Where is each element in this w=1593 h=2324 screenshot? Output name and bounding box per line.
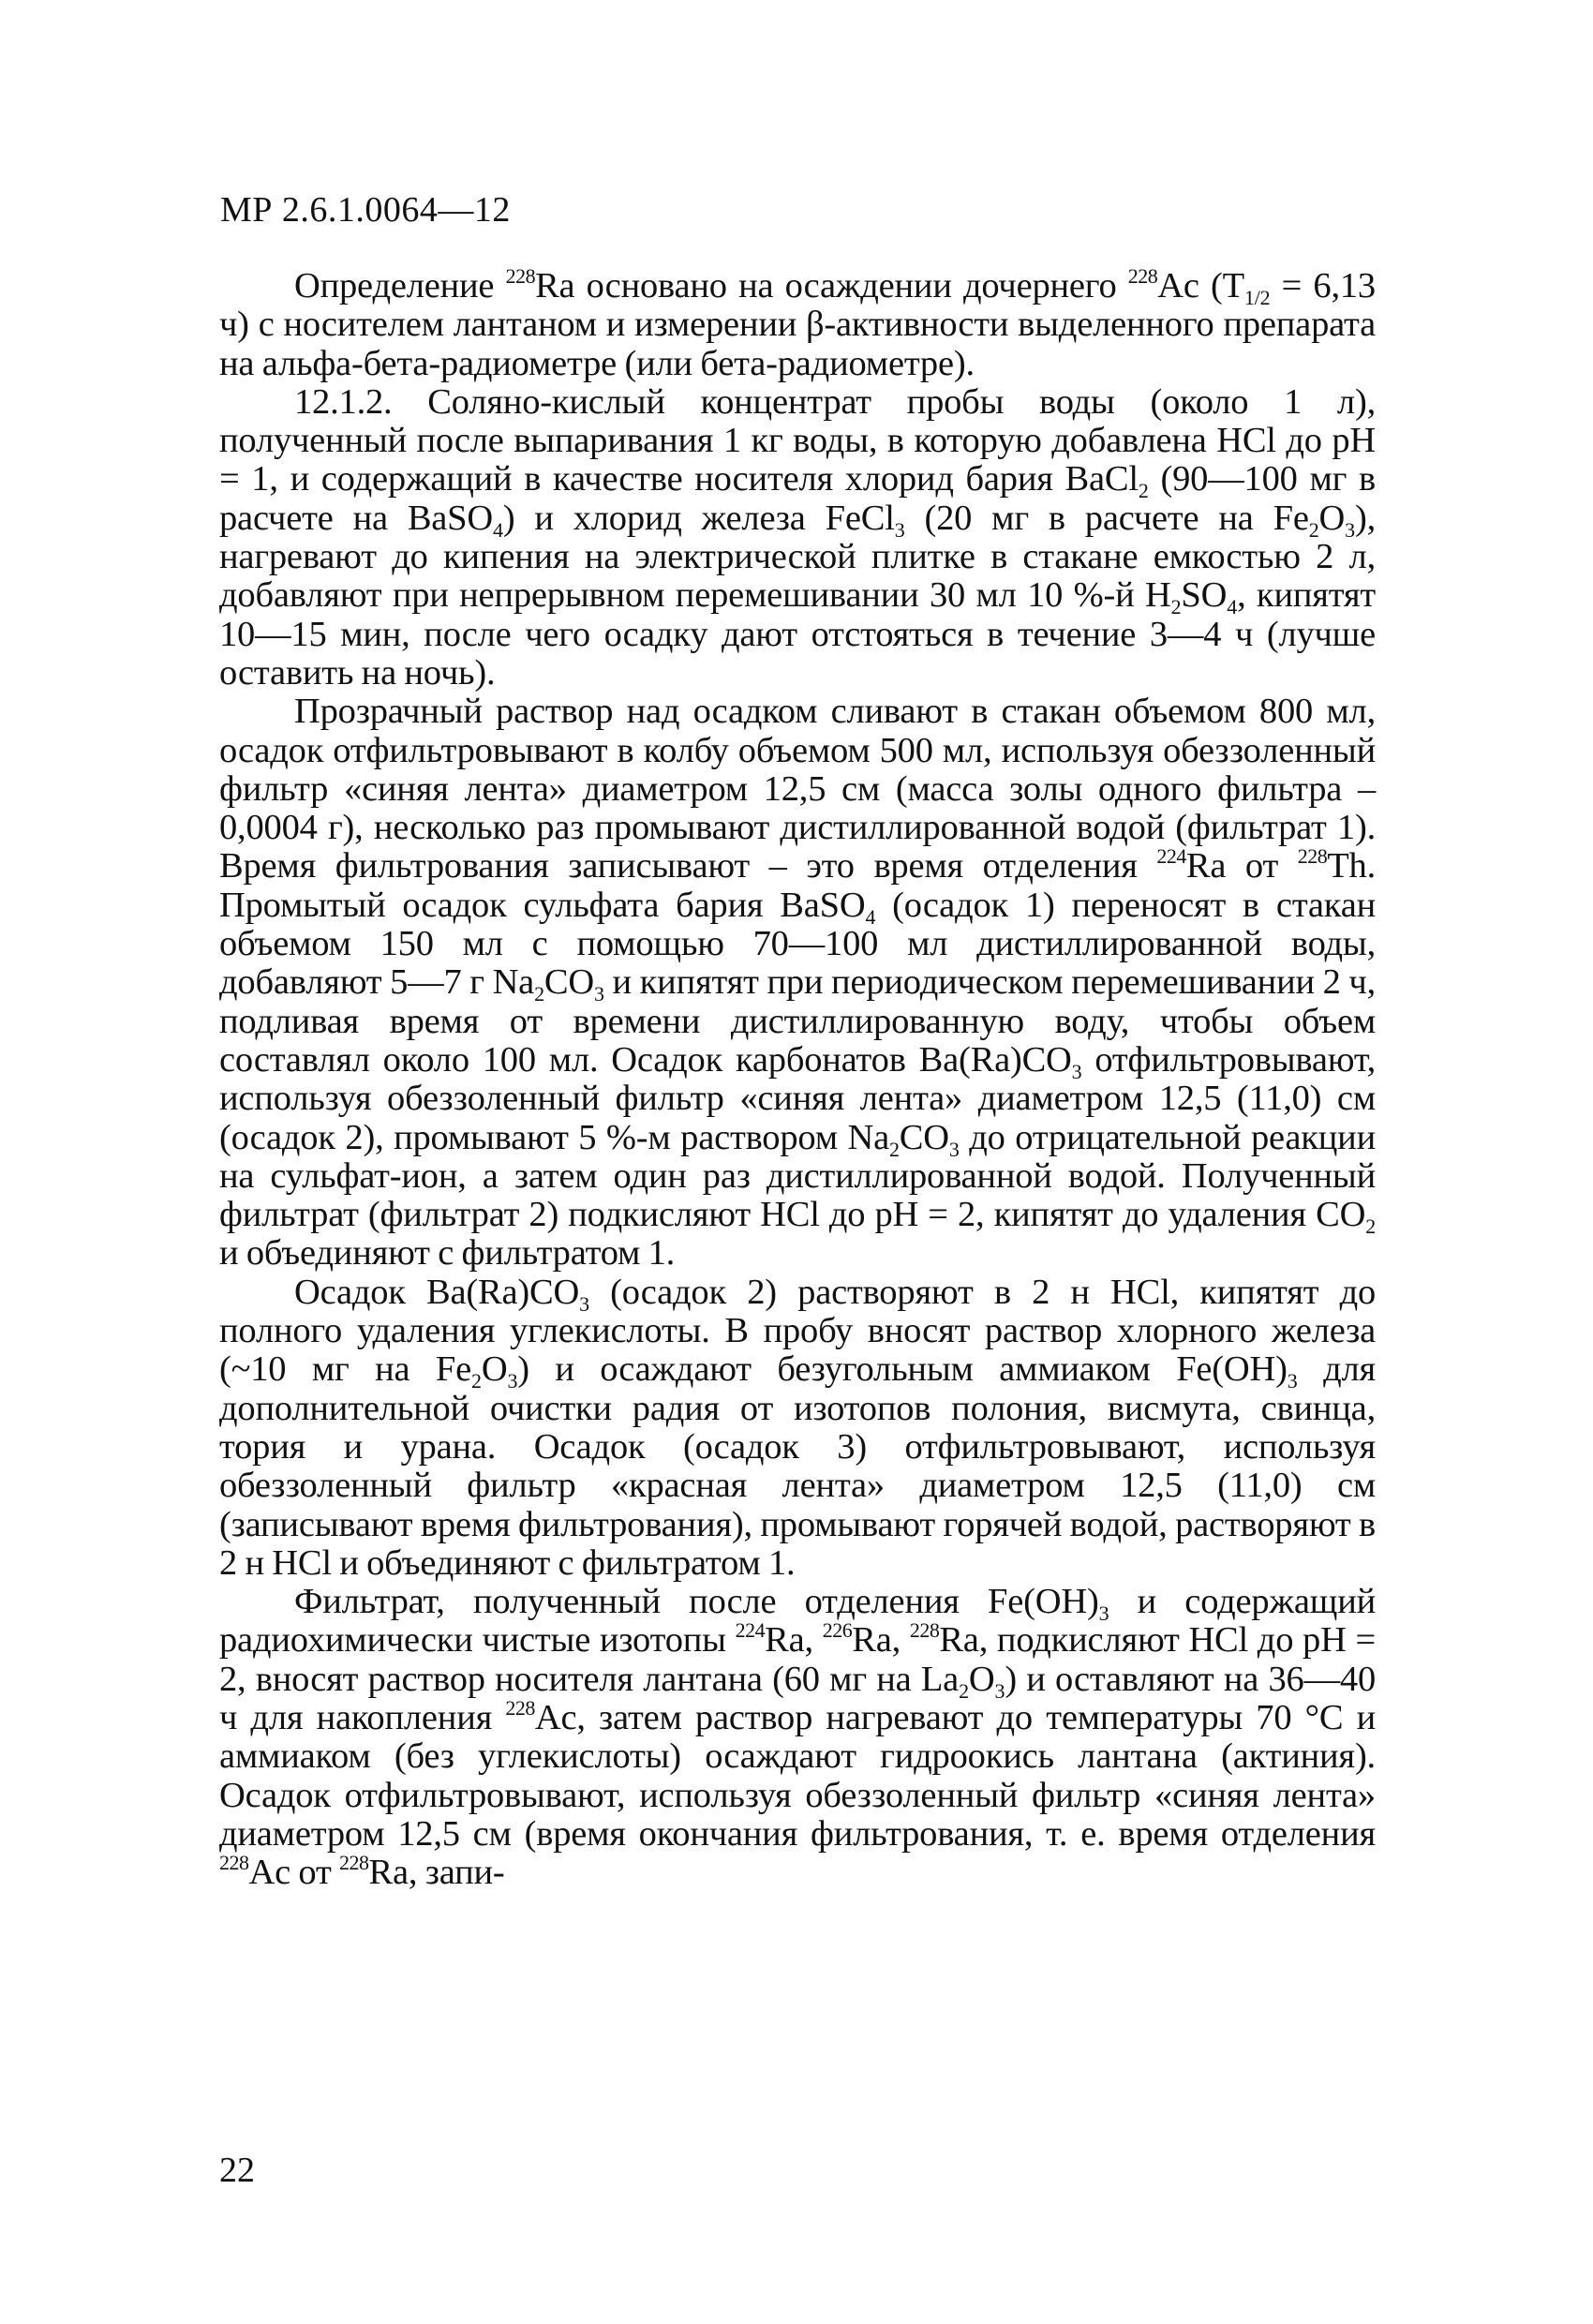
paragraph-2: 12.1.2. Соляно-кислый концентрат пробы воды (около 1 л), полученный после выпаривания 1 кг воды, в которую добавлена HCl до pH = 1, и содержащий в качестве носителя хлорид бария BaCl$_2$ (90—100 мг в расчете на BaSO$_4$) и хлорид железа FeCl$_3$ (20 мг в расчете на $Fe_2O_3$), нагревают до кипения на электрической плитке в стакане емкостью 2 л, добавляют при непрерывном перемешивании 30 мл 10 %-й $H_2SO_4$, кипятят 10—15 мин, после чего осадку дают отстояться в течение 3—4 ч (лучше оставить на ночь). (219, 381, 1377, 693)
isotope-mass-number: 226 (822, 1618, 853, 1643)
formula-subscript: 2 (1170, 595, 1182, 619)
formula-subscript: 3 (1345, 517, 1355, 542)
formula-subscript: 3 (1287, 1369, 1298, 1393)
formula-subscript: 4 (865, 904, 876, 929)
document-body (219, 264, 1377, 1893)
isotope-mass-number: 224 (735, 1618, 766, 1643)
formula-subscript: 2 (471, 1369, 482, 1393)
formula-subscript: 1/2 (1243, 286, 1271, 309)
paragraph-1: Определение $^{228}$Ra основано на осаждении дочернего $^{228}$Ac ($T_{1/2} = 6,13$ ч) с носителем лантаном и измерении β-активности выделенного препарата на альфа-бета-радиометре (или бета-радиометре). (219, 264, 1376, 383)
isotope-mass-number: 228 (339, 1851, 369, 1875)
isotope-mass-number: 228 (505, 1695, 535, 1720)
formula-subscript: 2 (1365, 1214, 1376, 1239)
paragraph-3: Прозрачный раствор над осадком сливают в стакан объемом 800 мл, осадок отфильтровывают в колбу объемом 500 мл, используя обеззоленный фильтр «синяя лента» диаметром 12,5 см (масса золы одного фильтра – 0,0004 г), несколько раз промывают дистиллированной водой (фильтрат 1). Время фильтрования записывают – это время отделения $^{224}$Ra от $^{228}$Th. Промытый осадок сульфата бария BaSO$_4$ (осадок 1) переносят в стакан объемом 150 мл с помощью 70—100 мл дистиллированной воды, добавляют 5—7 г $Na_2CO_3$ и кипятят при периодическом перемешивании 2 ч, подливая время от времени дистиллированную воду, чтобы объем составлял около 100 мл. Осадок карбонатов $Ba(Ra)CO_3$ отфильтровывают, используя обеззоленный фильтр «синяя лента» диаметром 12,5 (11,0) см (осадок 2), промывают 5 %-м раствором $Na_2CO_3$ до отрицательной реакции на сульфат-ион, а затем один раз дистиллированной водой. Полученный фильтрат (фильтрат 2) подкисляют HCl до pH = 2, кипятят до удаления $CO_2$ и объединяют с фильтратом 1. (219, 692, 1377, 1274)
formula-subscript: 2 (534, 982, 544, 1006)
formula-subscript: 2 (888, 1137, 900, 1161)
formula-subscript: 3 (593, 982, 604, 1006)
formula-subscript: 2 (1138, 479, 1149, 503)
isotope-mass-number: 228 (909, 1618, 940, 1643)
document-header: МР 2.6.1.0064—12 (220, 190, 511, 230)
formula-subscript: 3 (1098, 1601, 1109, 1626)
formula-subscript: 3 (507, 1369, 518, 1393)
formula-subscript: 3 (579, 1291, 589, 1316)
formula-subscript: 4 (493, 517, 503, 542)
formula-subscript: 2 (959, 1678, 969, 1703)
isotope-mass-number: 224 (1156, 844, 1186, 869)
page-number: 22 (219, 2151, 255, 2190)
isotope-mass-number: 228 (505, 264, 536, 288)
paragraph-5: Фильтрат, полученный после отделения $Fe(OH)_3$ и содержащий радиохимически чистые изотопы $^{224}$Ra, $^{226}$Ra, $^{228}$Ra, подкисляют HCl до pH = 2, вносят раствор носителя лантана (60 мг на $La_2O_3$) и оставляют на 36—40 ч для накопления $^{228}$Ac, затем раствор нагревают до температуры 70 °C и аммиаком (без углекислоты) осаждают гидроокись лантана (актиния). Осадок отфильтровывают, используя обеззоленный фильтр «синяя лента» диаметром 12,5 см (время окончания фильтрования, т. е. время отделения $^{228}$Ac от $^{228}$Ra, запи- (219, 1582, 1377, 1893)
formula-subscript: 4 (1227, 595, 1238, 619)
isotope-mass-number: 228 (1297, 844, 1328, 869)
isotope-mass-number: 228 (1127, 264, 1158, 288)
formula-subscript: 3 (994, 1678, 1005, 1703)
formula-subscript: 3 (948, 1137, 960, 1161)
paragraph-4: Осадок $Ba(Ra)CO_3$ (осадок 2) растворяют в 2 н HCl, кипятят до полного удаления углекислоты. В пробу вносят раствор хлорного железа (~10 мг на $Fe_2O_3$) и осаждают безугольным аммиаком $Fe(OH)_3$ для дополнительной очистки радия от изотопов полония, висмута, свинца, тория и урана. Осадок (осадок 3) отфильтровывают, используя обеззоленный фильтр «красная лента» диаметром 12,5 (11,0) см (записывают время фильтрования), промывают горячей водой, растворяют в 2 н HCl и объединяют с фильтратом 1. (219, 1272, 1377, 1583)
formula-subscript: 2 (1308, 517, 1319, 542)
isotope-mass-number: 228 (219, 1851, 249, 1875)
formula-subscript: 3 (894, 517, 905, 542)
formula-subscript: 3 (1071, 1059, 1082, 1083)
